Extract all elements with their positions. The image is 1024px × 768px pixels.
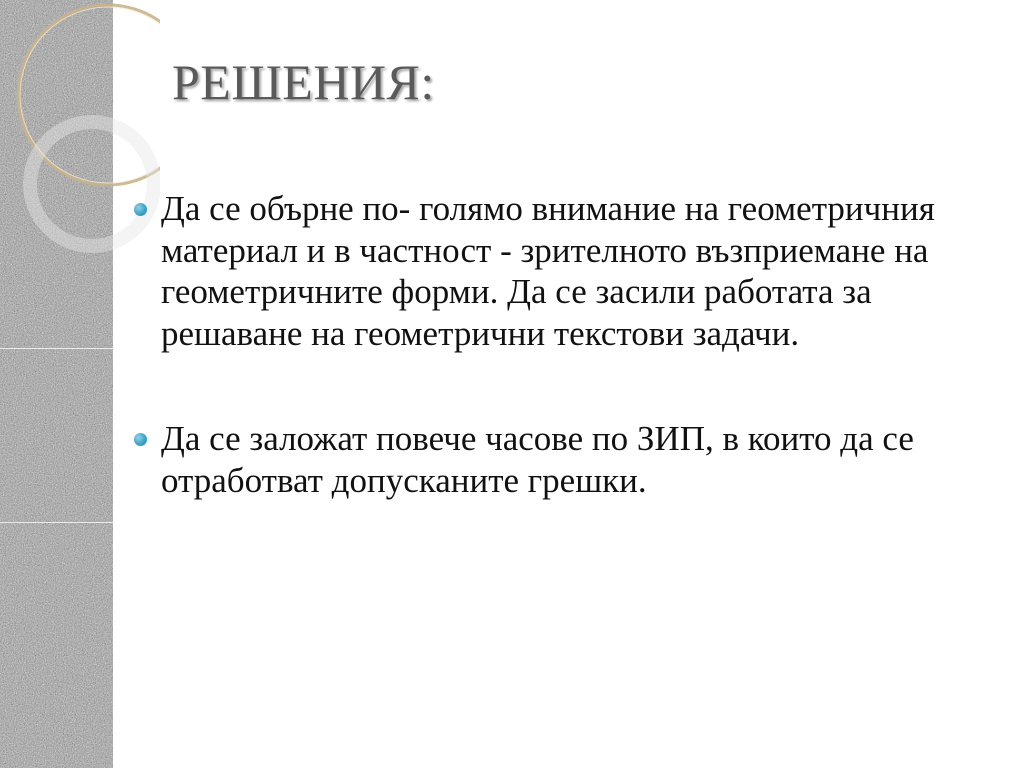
strip-divider (0, 348, 113, 349)
bullet-dot-icon (134, 203, 147, 216)
granite-texture (0, 0, 113, 768)
bullet-item (130, 188, 980, 354)
bullet-text: Да се заложат повече часове по ЗИП, в които да се отработват допусканите грешки. (161, 419, 914, 500)
granite-side-strip (0, 0, 113, 768)
strip-divider (0, 522, 113, 523)
bullet-item (130, 418, 980, 501)
slide-title: РЕШЕНИЯ: (172, 54, 435, 110)
bullet-list (130, 188, 980, 501)
bullet-dot-icon (134, 433, 147, 446)
bullet-text: Да се обърне по- голямо внимание на геометричния материал и в частност - зрителното възприемане на геометричните форми. Да се засили работата за решаване на геометрични текстови задачи. (161, 189, 935, 353)
